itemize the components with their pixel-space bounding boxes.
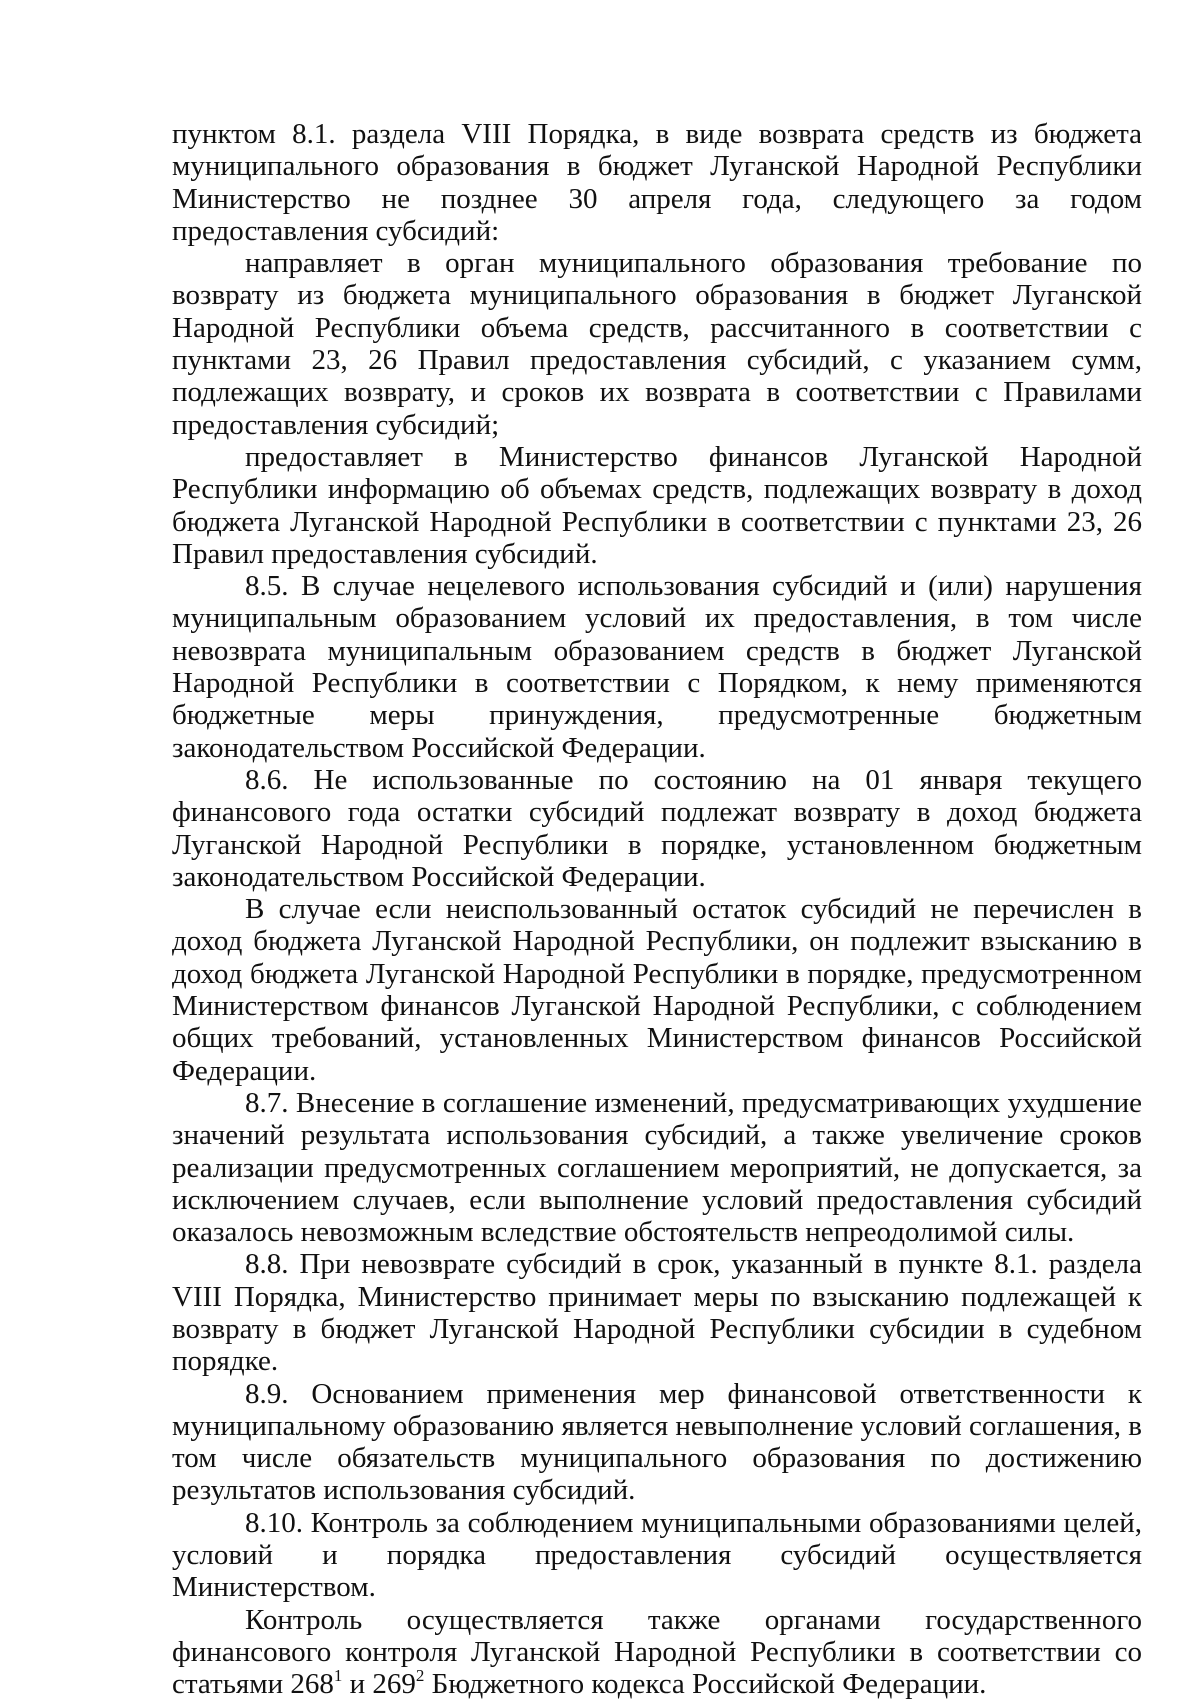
- paragraph-8-6-recovery: В случае если неиспользованный остаток субсидий не перечислен в доход бюджета Луганской Народной Республики, он подлежит взысканию в доход бюджета Луганской Народной Республики в порядке, предусмотренном Министерством финансов Луганской Народной Республики, с соблюдением общих требований, установленных Министерством финансов Российской Федерации.: [172, 893, 1142, 1087]
- paragraph-8-6: 8.6. Не использованные по состоянию на 01 января текущего финансового года остатки субсидий подлежат возврату в доход бюджета Луганской Народной Республики в порядке, установленном бюджетным законодательством Российской Федерации.: [172, 763, 1142, 893]
- paragraph-8-8: 8.8. При невозврате субсидий в срок, указанный в пункте 8.1. раздела VIII Порядка, Министерство принимает меры по взысканию подлежащей к возврату в бюджет Луганской Народной Республики субсидии в судебном порядке.: [172, 1248, 1142, 1378]
- paragraph-request: направляет в орган муниципального образования требование по возврату из бюджета муниципального образования в бюджет Луганской Народной Республики объема средств, рассчитанного в соответствии с пунктами 23, 26 Правил предоставления субсидий, с указанием сумм, подлежащих возврату, и сроков их возврата в соответствии с Правилами предоставления субсидий;: [172, 247, 1142, 441]
- footnote-superscript-1: 1: [333, 1666, 343, 1686]
- control-text-part3: Бюджетного кодекса Российской Федерации.: [424, 1668, 987, 1701]
- paragraph-8-9: 8.9. Основанием применения мер финансовой ответственности к муниципальному образованию является невыполнение условий соглашения, в том числе обязательств муниципального образования по достижению результатов использования субсидий.: [172, 1377, 1142, 1507]
- footnote-superscript-2: 2: [415, 1666, 425, 1686]
- paragraph-intro: пунктом 8.1. раздела VIII Порядка, в виде возврата средств из бюджета муниципального образования в бюджет Луганской Народной Республики Министерство не позднее 30 апреля года, следующего за годом предоставления субсидий:: [172, 118, 1142, 247]
- paragraph-8-5: 8.5. В случае нецелевого использования субсидий и (или) нарушения муниципальным образованием условий их предоставления, в том числе невозврата муниципальным образованием средств в бюджет Луганской Народной Республики в соответствии с Порядком, к нему применяются бюджетные меры принуждения, предусмотренные бюджетным законодательством Российской Федерации.: [172, 570, 1142, 764]
- control-text-part1: Контроль осуществляется также органами государственного финансового контроля Луганской Народной Республики в соответствии со статьями 268: [172, 1603, 1142, 1701]
- paragraph-information: предоставляет в Министерство финансов Луганской Народной Республики информацию об объемах средств, подлежащих возврату в доход бюджета Луганской Народной Республики в соответствии с пунктами 23, 26 Правил предоставления субсидий.: [172, 440, 1142, 570]
- paragraph-control: [172, 1604, 1142, 1701]
- control-text-part2: и 269: [342, 1668, 416, 1701]
- document-page: [172, 118, 1142, 1701]
- paragraph-8-10: 8.10. Контроль за соблюдением муниципальными образованиями целей, условий и порядка предоставления субсидий осуществляется Министерством.: [172, 1506, 1142, 1604]
- paragraph-8-7: 8.7. Внесение в соглашение изменений, предусматривающих ухудшение значений результата использования субсидий, а также увеличение сроков реализации предусмотренных соглашением мероприятий, не допускается, за исключением случаев, если выполнение условий предоставления субсидий оказалось невозможным вследствие обстоятельств непреодолимой силы.: [172, 1086, 1142, 1249]
